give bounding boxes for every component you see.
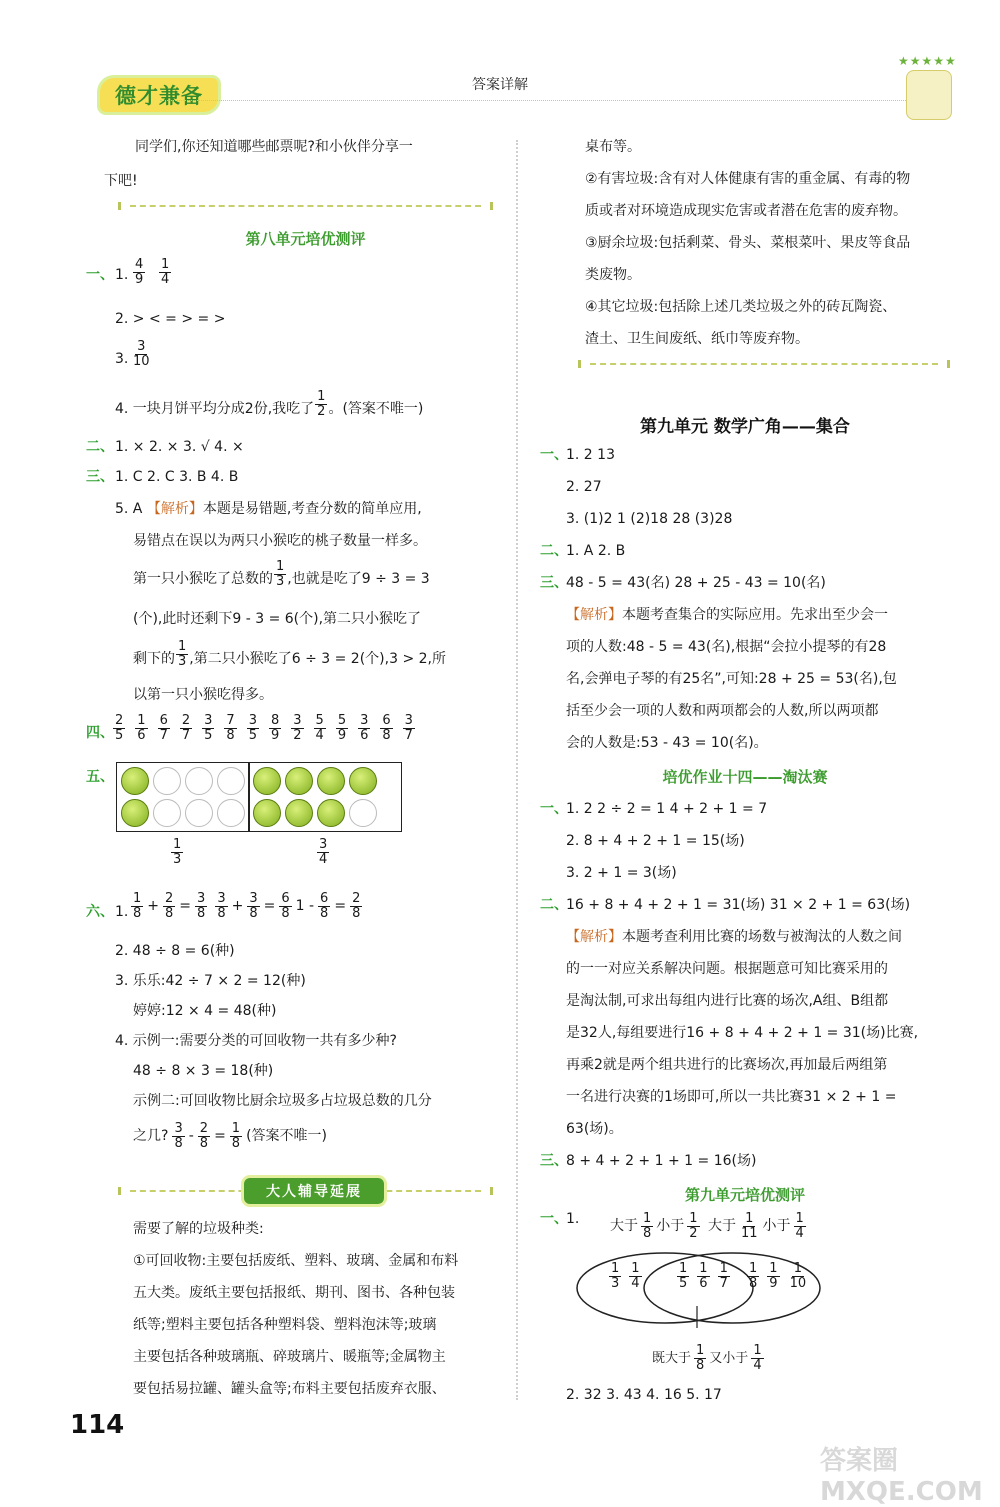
part-label-3: 三、 <box>540 575 568 591</box>
u9-q2: 1. A 2. B <box>566 543 626 559</box>
fraction: $\frac{2}{8}$ <box>352 891 361 921</box>
hw-q1-1: 1. 2 2 ÷ 2 = 1 4 + 2 + 1 = 7 <box>566 801 768 817</box>
fraction: $\frac{3}{8}$ <box>217 891 226 921</box>
fraction: $\frac{1}{8}$ <box>133 891 142 921</box>
operator: + <box>231 898 244 915</box>
q3-5-line-4: (个),此时还剩下9 - 3 = 6(个),第二只小猴吃了 <box>133 611 422 627</box>
header-divider <box>160 100 920 101</box>
part-label-1: 一、 <box>540 801 568 817</box>
fraction: $\frac{1}{6}$ <box>699 1261 708 1291</box>
fraction: $\frac{1}{3}$ <box>173 837 182 867</box>
hw-q2: 16 + 8 + 4 + 2 + 1 = 31(场) 31 × 2 + 1 = 63(场) <box>566 897 911 913</box>
section-title-unit8: 第八单元培优测评 <box>245 230 366 248</box>
page-header-title: 答案详解 <box>472 77 528 93</box>
fraction: $\frac{3}{8}$ <box>197 891 206 921</box>
fruit-icon <box>253 799 281 827</box>
ext-line-4: 纸等;塑料主要包括各种塑料袋、塑料泡沫等;玻璃 <box>133 1317 437 1333</box>
right-line-4: ③厨余垃圾:包括剩菜、骨头、菜根菜叶、果皮等食品 <box>585 235 911 251</box>
fruit-icon <box>349 767 377 795</box>
fraction: $\frac{3}{6}$ <box>360 713 369 743</box>
fruit-icon <box>185 767 213 795</box>
hw-q1-2: 2. 8 + 4 + 2 + 1 = 15(场) <box>566 833 745 849</box>
fraction: $\frac{8}{9}$ <box>270 713 280 743</box>
fraction: $\frac{5}{4}$ <box>315 713 324 743</box>
fruit-icon <box>285 767 313 795</box>
unit9-title: 第九单元 数学广角——集合 <box>640 417 850 437</box>
section-title-hw14: 培优作业十四——淘汰赛 <box>662 768 828 786</box>
right-line-7: 渣土、卫生间废纸、纸巾等废弃物。 <box>585 331 809 347</box>
fraction: $\frac{1}{5}$ <box>679 1261 688 1291</box>
ext-line-3: 五大类。废纸主要包括报纸、期刊、图书、各种包装 <box>133 1285 455 1301</box>
hw-q2-jx-4: 是32人,每组要进行16 + 8 + 4 + 2 + 1 = 31(场)比赛, <box>566 1025 919 1041</box>
brand-logo: 德才兼备 <box>100 78 218 112</box>
venn-last-answers: 2. 32 3. 43 4. 16 5. 17 <box>566 1387 722 1403</box>
venn-left-items <box>608 1262 643 1290</box>
part-label-3: 三、 <box>86 469 114 485</box>
stars-icon: ★★★★★ <box>898 54 957 68</box>
q6-4-example-2: 示例二:可回收物比厨余垃圾多占垃圾总数的几分 <box>133 1093 432 1109</box>
fraction: $\frac{3}{8}$ <box>174 1121 183 1151</box>
fruit-icon <box>121 799 149 827</box>
fraction: $\frac{2}{5}$ <box>115 713 124 743</box>
u9-q1-1: 1. 2 13 <box>566 447 615 463</box>
venn-right-label: 大于 $\frac{1}{11}$ 小于 $\frac{1}{4}$ <box>708 1211 804 1241</box>
part-label-2: 二、 <box>86 439 114 455</box>
operator: = <box>179 898 192 915</box>
u9-q3-jx-4: 括至少会一项的人数和两项都会的人数,所以两项都 <box>566 703 879 719</box>
operator: = <box>263 898 276 915</box>
fruit-icon <box>253 767 281 795</box>
part-label-2: 二、 <box>540 897 568 913</box>
fruit-icon <box>185 799 213 827</box>
operator: 1 - <box>295 898 315 915</box>
operator: = <box>334 898 347 915</box>
venn-bottom-label: 既大于 $\frac{1}{8}$ 又小于 $\frac{1}{4}$ <box>652 1343 762 1373</box>
q3-5-line-3: 第一只小猴吃了总数的 $\frac{1}{3}$ ,也就是吃了9 ÷ 3 = 3 <box>133 559 430 589</box>
part4-fractions <box>112 714 416 742</box>
part-label-1: 一、 <box>540 447 568 463</box>
fraction: $\frac{1}{8}$ <box>231 1121 241 1151</box>
part-label-1: 一、 <box>540 1211 568 1227</box>
fraction: $\frac{3}{4}$ <box>319 837 328 867</box>
guide-banner: 大人辅导延展 <box>244 1178 384 1204</box>
fraction: $\frac{3}{2}$ <box>293 713 302 743</box>
venn-mid-items <box>676 1262 731 1290</box>
fraction: $\frac{1}{8}$ <box>749 1261 758 1291</box>
fraction: $\frac{1}{3}$ <box>611 1261 620 1291</box>
u9-q3-jx-2: 项的人数:48 - 5 = 43(名),根据“会拉小提琴的有28 <box>566 639 887 655</box>
page-number: 114 <box>70 1410 125 1440</box>
q6-2-answer: 2. 48 ÷ 8 = 6(种) <box>115 943 235 959</box>
fruit-icon <box>317 799 345 827</box>
hw-q2-jx-3: 是淘汰制,可求出每组内进行比赛的场次,A组、B组都 <box>566 993 889 1009</box>
fruit-icon <box>153 799 181 827</box>
q6-4-example-1: 4. 示例一:需要分类的可回收物一共有多少种? <box>115 1033 397 1049</box>
q6-3-answer-b: 婷婷:12 × 4 = 48(种) <box>133 1003 277 1019</box>
ornament-divider <box>118 200 493 212</box>
fruit-icon <box>217 767 245 795</box>
fruit-icon <box>317 767 345 795</box>
fraction: $\frac{6}{7}$ <box>159 713 168 743</box>
ornament-divider <box>578 358 950 370</box>
fraction: $\frac{2}{8}$ <box>199 1121 209 1151</box>
part-label-6: 六、 <box>86 904 114 920</box>
hw-q2-jx-5: 再乘2就是两个组共进行的比赛场次,再加最后两组第 <box>566 1057 888 1073</box>
fruit-box-2 <box>248 762 402 832</box>
part-label-3: 三、 <box>540 1153 568 1169</box>
fraction: $\frac{3}{8}$ <box>249 891 258 921</box>
q1-4-text: 4. 一块月饼平均分成2份,我吃了 $\frac{1}{2}$ 。(答案不唯一) <box>115 389 424 419</box>
q3-5-line-2: 易错点在误以为两只小猴吃的桃子数量一样多。 <box>133 533 427 549</box>
intro-line-2: 下吧! <box>104 173 138 189</box>
hw-q2-jx-1: 【解析】本题考查利用比赛的场数与被淘汰的人数之间 <box>566 929 902 945</box>
venn-left-label: 大于 $\frac{1}{8}$ 小于 $\frac{1}{2}$ <box>610 1211 698 1241</box>
right-line-3: 质或者对环境造成现实危害或者潜在危害的废弃物。 <box>585 203 907 219</box>
u9-q1-3: 3. (1)2 1 (2)18 28 (3)28 <box>566 511 733 527</box>
ext-line-6: 要包括易拉罐、罐头盒等;布料主要包括废弃衣服、 <box>133 1381 446 1397</box>
fruit-icon <box>121 767 149 795</box>
fraction: $\frac{3}{5}$ <box>248 713 257 743</box>
ext-line-1: 需要了解的垃圾种类: <box>133 1221 264 1237</box>
prefix: 之几? <box>133 1128 169 1145</box>
q1-3-number: 3. <box>115 351 129 367</box>
ext-line-2: ①可回收物:主要包括废纸、塑料、玻璃、金属和布料 <box>133 1253 459 1269</box>
q6-4-equation <box>133 1122 327 1150</box>
u9-q3-jx-5: 会的人数是:53 - 43 = 10(名)。 <box>566 735 768 751</box>
column-divider <box>516 140 518 1400</box>
fraction: $\frac{5}{9}$ <box>337 713 347 743</box>
q3-5-line-5: 剩下的 $\frac{1}{3}$ ,第二只小猴吃了6 ÷ 3 = 2(个),3 > 2,所 <box>133 639 446 669</box>
fraction: $\frac{2}{7}$ <box>181 713 191 743</box>
watermark: 答案圈 MXQE.COM <box>820 1446 983 1507</box>
part-label-1: 一、 <box>86 267 114 283</box>
fraction: $\frac{1}{6}$ <box>137 713 146 743</box>
fraction: $\frac{2}{8}$ <box>165 891 174 921</box>
part-label-2: 二、 <box>540 543 568 559</box>
fraction: $\frac{4}{9}$ <box>135 257 144 287</box>
q1-2-answer: 2. > < = > = > <box>115 311 226 327</box>
right-line-6: ④其它垃圾:包括除上述几类垃圾之外的砖瓦陶瓷、 <box>585 299 897 315</box>
fraction: $\frac{6}{8}$ <box>382 713 391 743</box>
q6-1-number: 1. <box>115 904 129 920</box>
q6-3-answer: 3. 乐乐:42 ÷ 7 × 2 = 12(种) <box>115 973 306 989</box>
q1-number: 1. <box>115 267 129 283</box>
fruit-icon <box>153 767 181 795</box>
q6-1-equation <box>130 892 363 920</box>
badge-icon <box>906 70 952 120</box>
part3-answers: 1. C 2. C 3. B 4. B <box>115 469 239 485</box>
fraction: $\frac{6}{8}$ <box>281 891 290 921</box>
fruit-box-1 <box>116 762 250 832</box>
u9-q1-2: 2. 27 <box>566 479 602 495</box>
u9-q3: 48 - 5 = 43(名) 28 + 25 - 43 = 10(名) <box>566 575 826 591</box>
ext-line-5: 主要包括各种玻璃瓶、碎玻璃片、暖瓶等;金属物主 <box>133 1349 446 1365</box>
right-line-2: ②有害垃圾:含有对人体健康有害的重金属、有毒的物 <box>585 171 911 187</box>
venn-right-items <box>746 1262 809 1290</box>
venn-q-number: 1. <box>566 1211 580 1227</box>
q3-5-line-6: 以第一只小猴吃得多。 <box>133 687 273 703</box>
fraction: $\frac{7}{8}$ <box>226 713 235 743</box>
section-title-unit9-test: 第九单元培优测评 <box>684 1186 805 1204</box>
fraction: $\frac{1}{9}$ <box>769 1261 778 1291</box>
fruit-icon <box>285 799 313 827</box>
part-label-4: 四、 <box>86 725 114 741</box>
fraction: $\frac{3}{5}$ <box>204 713 213 743</box>
fraction: $\frac{3}{10}$ <box>133 339 150 369</box>
fruit-icon <box>217 799 245 827</box>
fraction: $\frac{3}{7}$ <box>404 713 413 743</box>
hw-q2-jx-6: 一名进行决赛的1场即可,所以一共比赛31 × 2 + 1 = <box>566 1089 897 1105</box>
fraction: $\frac{1}{7}$ <box>719 1261 728 1291</box>
hw-q2-jx-7: 63(场)。 <box>566 1121 623 1137</box>
q3-5-line-1: 5. A 【解析】本题是易错题,考查分数的简单应用, <box>115 501 422 517</box>
part2-answers: 1. × 2. × 3. √ 4. × <box>115 439 244 455</box>
q6-4-calc: 48 ÷ 8 × 3 = 18(种) <box>133 1063 274 1079</box>
operator: - <box>188 1128 194 1145</box>
hw-q2-jx-2: 的一一对应关系解决问题。根据题意可知比赛采用的 <box>566 961 888 977</box>
fruit-icon <box>349 799 377 827</box>
u9-q3-jx-3: 名,会弹电子琴的有25名”,可知:28 + 25 = 53(名),包 <box>566 671 897 687</box>
fraction: $\frac{1}{10}$ <box>789 1261 807 1291</box>
intro-line-1: 同学们,你还知道哪些邮票呢?和小伙伴分享一 <box>135 139 413 155</box>
part-label-5: 五、 <box>86 769 114 785</box>
operator: = <box>214 1128 226 1145</box>
u9-q3-jx-1: 【解析】本题考查集合的实际应用。先求出至少会一 <box>566 607 888 623</box>
note: (答案不唯一) <box>246 1128 328 1145</box>
right-line-1: 桌布等。 <box>585 139 641 155</box>
fraction: $\frac{6}{8}$ <box>320 891 329 921</box>
hw-q3: 8 + 4 + 2 + 1 + 1 = 16(场) <box>566 1153 757 1169</box>
operator: + <box>147 898 160 915</box>
fraction: $\frac{1}{4}$ <box>161 257 170 287</box>
hw-q1-3: 3. 2 + 1 = 3(场) <box>566 865 677 881</box>
right-line-5: 类废物。 <box>585 267 641 283</box>
fraction: $\frac{1}{4}$ <box>631 1261 640 1291</box>
